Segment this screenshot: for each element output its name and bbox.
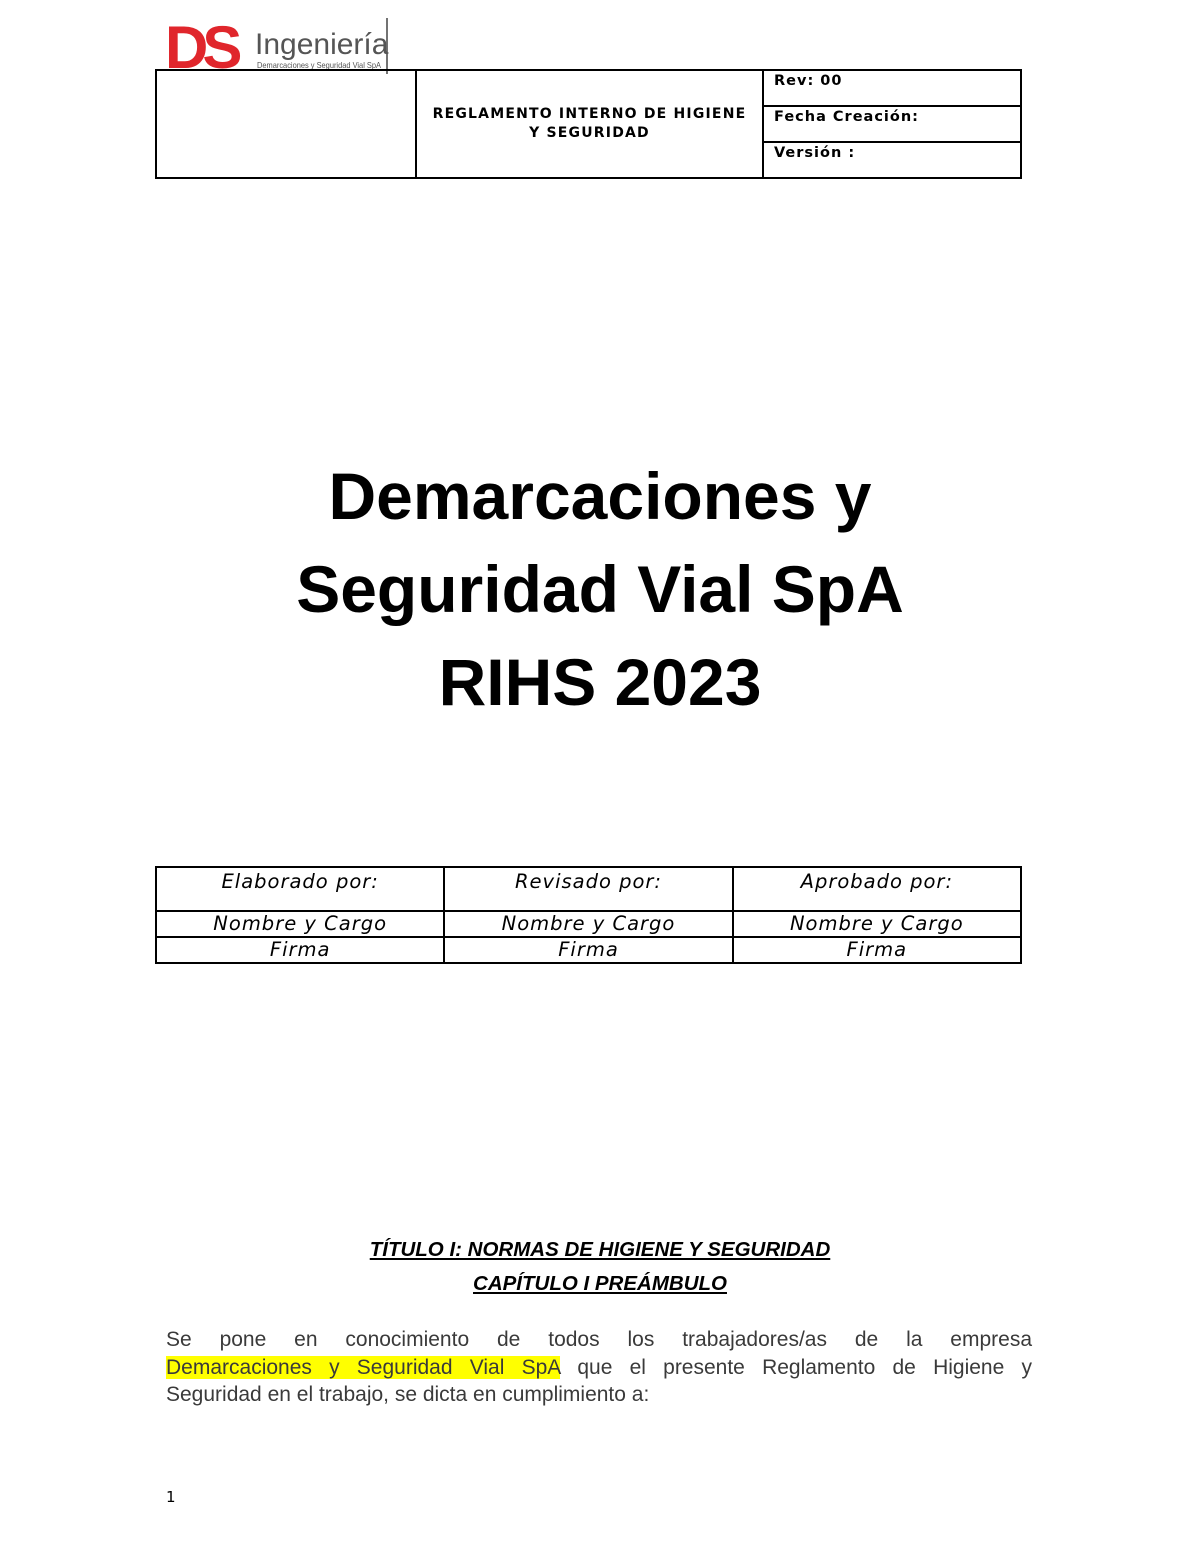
paragraph-line-3: Seguridad en el trabajo, se dicta en cumplimiento a: xyxy=(166,1383,650,1406)
approval-header-revisado: Revisado por: xyxy=(444,867,732,911)
approval-name-cell: Nombre y Cargo xyxy=(156,911,444,937)
approval-firma-cell: Firma xyxy=(733,937,1021,963)
section-title: TÍTULO I: NORMAS DE HIGIENE Y SEGURIDAD xyxy=(369,1238,831,1261)
document-header-table xyxy=(155,69,1022,179)
logo-name: Ingeniería xyxy=(255,28,389,61)
paragraph-line-1: Se pone en conocimiento de todos los trabajadores/as de la empresa xyxy=(166,1328,1032,1351)
approval-header-aprobado: Aprobado por: xyxy=(733,867,1021,911)
page-number: 1 xyxy=(166,1488,176,1506)
approval-header-elaborado: Elaborado por: xyxy=(156,867,444,911)
cover-title-line-2: Seguridad Vial SpA xyxy=(296,552,904,626)
cover-title xyxy=(0,450,1200,729)
approval-firma-cell: Firma xyxy=(444,937,732,963)
logo-mark: DS xyxy=(165,18,237,74)
approval-firma-cell: Firma xyxy=(156,937,444,963)
logo-tagline: Demarcaciones y Seguridad Vial SpA xyxy=(257,60,382,70)
chapter-title: CAPÍTULO I PREÁMBULO xyxy=(473,1272,727,1295)
cover-title-line-3: RIHS 2023 xyxy=(438,645,762,719)
paragraph-line-2 xyxy=(166,1354,1032,1382)
cover-title-line-1: Demarcaciones y xyxy=(328,459,872,533)
approval-table xyxy=(155,866,1022,964)
header-doc-title: REGLAMENTO INTERNO DE HIGIENE Y SEGURIDAD xyxy=(416,70,763,178)
company-name-highlight: Demarcaciones y Seguridad Vial SpA xyxy=(166,1355,561,1379)
paragraph-line-2-rest: que el presente Reglamento de Higiene y xyxy=(560,1355,1032,1379)
header-fecha: Fecha Creación: xyxy=(763,106,1021,142)
header-logo-cell xyxy=(156,70,416,178)
approval-name-cell: Nombre y Cargo xyxy=(733,911,1021,937)
company-logo xyxy=(165,18,391,74)
approval-name-cell: Nombre y Cargo xyxy=(444,911,732,937)
preamble-paragraph xyxy=(166,1326,1032,1409)
header-rev: Rev: 00 xyxy=(763,70,1021,106)
header-version: Versión : xyxy=(763,142,1021,178)
